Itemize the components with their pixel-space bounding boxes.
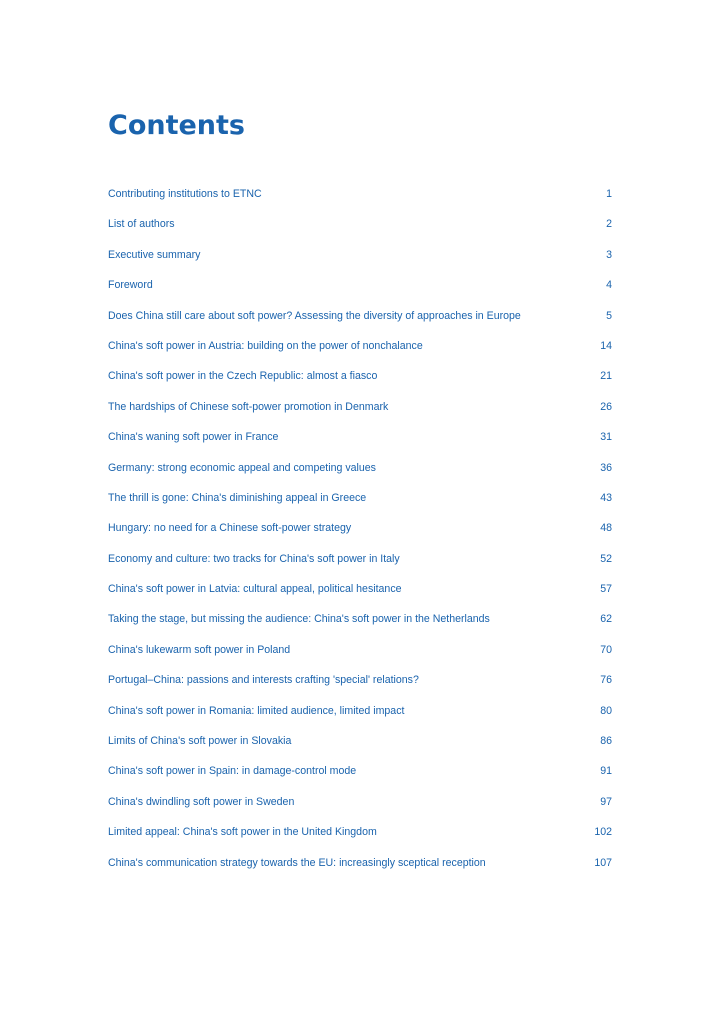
toc-entry-title[interactable]: China's waning soft power in France: [108, 431, 279, 444]
toc-entry-page-number[interactable]: 4: [606, 279, 612, 292]
toc-entry-title[interactable]: China's soft power in Latvia: cultural appeal, political hesitance: [108, 583, 402, 596]
toc-entry-page-number[interactable]: 102: [594, 826, 612, 839]
toc-entry-page-number[interactable]: 21: [600, 370, 612, 383]
toc-entry-page-number[interactable]: 80: [600, 704, 612, 717]
toc-entry-title[interactable]: List of authors: [108, 218, 175, 231]
toc-entry[interactable]: [108, 672, 612, 702]
toc-entry-title[interactable]: China's lukewarm soft power in Poland: [108, 643, 291, 656]
toc-entry-page-number[interactable]: 52: [600, 552, 612, 565]
toc-entry-page-number[interactable]: 86: [600, 735, 612, 748]
toc-entry[interactable]: [108, 247, 612, 277]
toc-entry[interactable]: [108, 338, 612, 368]
toc-entry-title[interactable]: China's soft power in Spain: in damage-control mode: [108, 765, 357, 778]
toc-entry-title[interactable]: Does China still care about soft power? Assessing the diversity of approaches in Europe: [108, 309, 521, 322]
toc-entry-title[interactable]: Limited appeal: China's soft power in the United Kingdom: [108, 826, 377, 839]
toc-entry[interactable]: [108, 581, 612, 611]
toc-entry-title[interactable]: Limits of China's soft power in Slovakia: [108, 735, 292, 748]
toc-entry-page-number[interactable]: 31: [600, 431, 612, 444]
toc-entry-title[interactable]: Foreword: [108, 279, 153, 292]
toc-entry-page-number[interactable]: 43: [600, 491, 612, 504]
toc-entry[interactable]: [108, 611, 612, 641]
toc-entry[interactable]: [108, 763, 612, 793]
toc-entry[interactable]: [108, 520, 612, 550]
toc-entry[interactable]: [108, 642, 612, 672]
toc-entry-page-number[interactable]: 97: [600, 795, 612, 808]
page-title: Contents: [108, 110, 246, 141]
toc-entry-page-number[interactable]: 2: [606, 218, 612, 231]
toc-entry[interactable]: [108, 794, 612, 824]
toc-entry-page-number[interactable]: 36: [600, 461, 612, 474]
toc-entry-page-number[interactable]: 107: [594, 856, 612, 869]
toc-entry-page-number[interactable]: 48: [600, 522, 612, 535]
toc-entry-page-number[interactable]: 91: [600, 765, 612, 778]
toc-entry[interactable]: [108, 490, 612, 520]
toc-entry-title[interactable]: Economy and culture: two tracks for China's soft power in Italy: [108, 552, 400, 565]
toc-entry[interactable]: [108, 368, 612, 398]
toc-entry-title[interactable]: China's soft power in Austria: building on the power of nonchalance: [108, 339, 423, 352]
toc-entry[interactable]: [108, 308, 612, 338]
table-of-contents: [108, 186, 612, 885]
toc-entry-title[interactable]: China's communication strategy towards the EU: increasingly sceptical reception: [108, 856, 486, 869]
toc-entry[interactable]: [108, 460, 612, 490]
toc-entry[interactable]: [108, 186, 612, 216]
toc-entry-title[interactable]: Executive summary: [108, 248, 201, 261]
toc-entry-title[interactable]: China's soft power in Romania: limited audience, limited impact: [108, 704, 405, 717]
toc-entry-page-number[interactable]: 62: [600, 613, 612, 626]
toc-entry-page-number[interactable]: 3: [606, 248, 612, 261]
toc-entry-title[interactable]: Taking the stage, but missing the audience: China's soft power in the Netherlands: [108, 613, 490, 626]
toc-entry-page-number[interactable]: 26: [600, 400, 612, 413]
toc-entry-title[interactable]: The thrill is gone: China's diminishing appeal in Greece: [108, 491, 367, 504]
toc-entry-page-number[interactable]: 5: [606, 309, 612, 322]
toc-entry-title[interactable]: Germany: strong economic appeal and competing values: [108, 461, 376, 474]
toc-entry-page-number[interactable]: 57: [600, 583, 612, 596]
toc-entry[interactable]: [108, 277, 612, 307]
toc-entry-title[interactable]: China's soft power in the Czech Republic: almost a fiasco: [108, 370, 378, 383]
toc-entry[interactable]: [108, 855, 612, 885]
toc-entry-page-number[interactable]: 14: [600, 339, 612, 352]
toc-entry-page-number[interactable]: 1: [606, 188, 612, 200]
toc-entry[interactable]: [108, 824, 612, 854]
toc-entry[interactable]: [108, 703, 612, 733]
toc-entry-title[interactable]: Contributing institutions to ETNC: [108, 188, 262, 200]
toc-entry[interactable]: [108, 551, 612, 581]
toc-entry-page-number[interactable]: 70: [600, 643, 612, 656]
toc-entry-title[interactable]: China's dwindling soft power in Sweden: [108, 795, 295, 808]
toc-entry[interactable]: [108, 429, 612, 459]
toc-entry-title[interactable]: Portugal–China: passions and interests crafting 'special' relations?: [108, 674, 419, 687]
toc-entry[interactable]: [108, 399, 612, 429]
toc-entry-title[interactable]: Hungary: no need for a Chinese soft-power strategy: [108, 522, 352, 535]
toc-entry-title[interactable]: The hardships of Chinese soft-power promotion in Denmark: [108, 400, 389, 413]
toc-entry-page-number[interactable]: 76: [600, 674, 612, 687]
toc-entry[interactable]: [108, 216, 612, 246]
toc-entry[interactable]: [108, 733, 612, 763]
